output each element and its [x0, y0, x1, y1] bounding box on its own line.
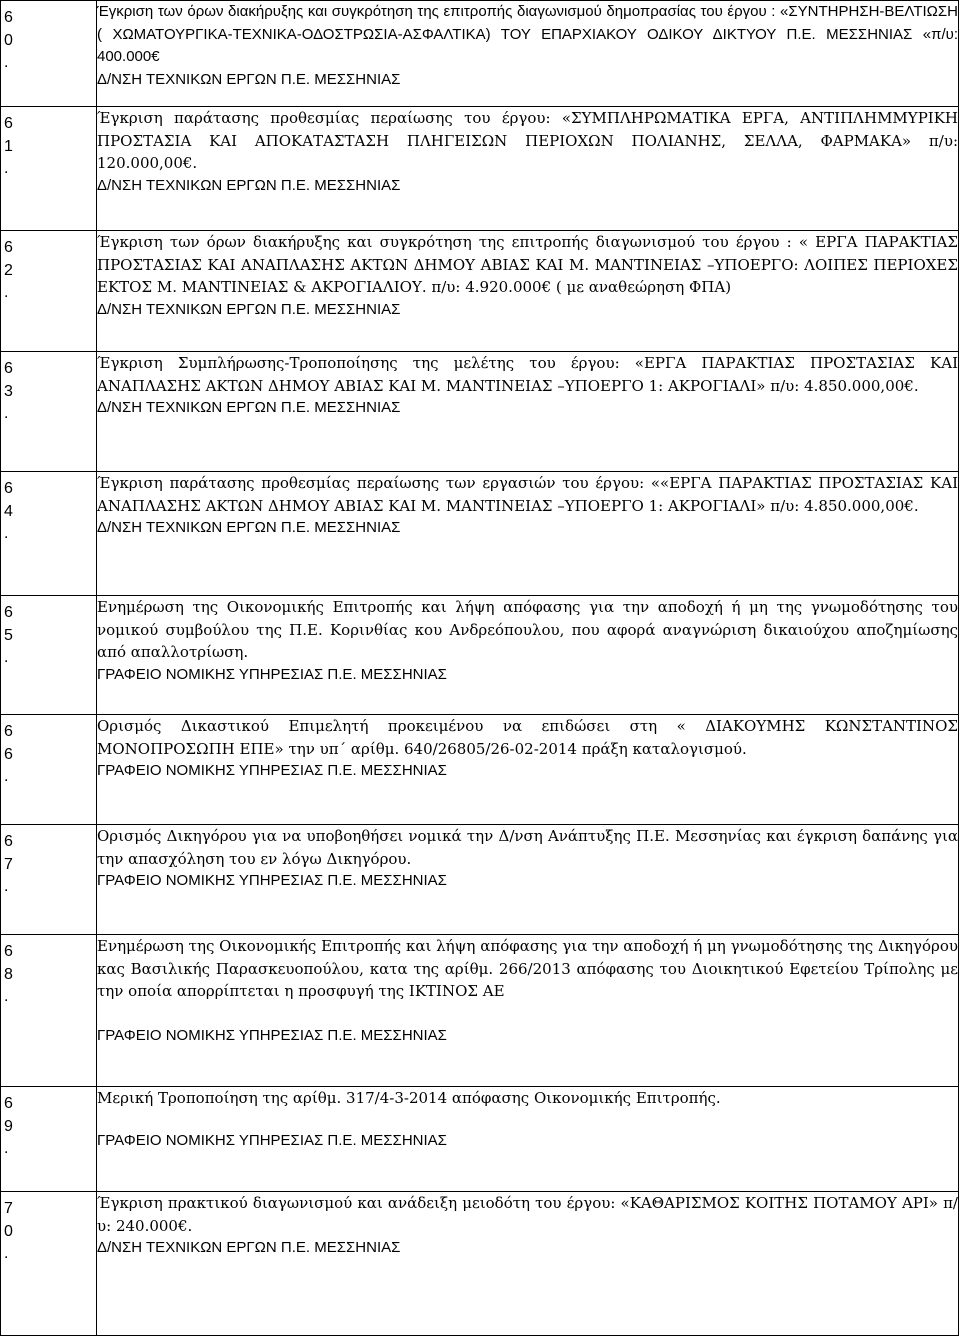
item-description: Ορισμός Δικαστικού Επιμελητή προκειμένου να επιδώσει στη « ΔΙΑΚΟΥΜΗΣ ΚΩΝΣΤΑΝΤΙΝΟΣ ΜΟΝΟΠΡΟΣΩΠΗ ΕΠΕ» την υπ΄ αρίθμ. 640/26805/26-02-2014 πράξη καταλογισμού.: [97, 717, 958, 758]
responsible-department: Δ/ΝΣΗ ΤΕΧΝΙΚΩΝ ΕΡΓΩΝ Π.Ε. ΜΕΣΣΗΝΙΑΣ: [97, 70, 401, 88]
item-content: [97, 1, 959, 107]
responsible-department: Δ/ΝΣΗ ΤΕΧΝΙΚΩΝ ΕΡΓΩΝ Π.Ε. ΜΕΣΣΗΝΙΑΣ: [97, 1239, 401, 1256]
agenda-item: [1, 352, 959, 472]
number-digit: 6: [4, 9, 13, 26]
responsible-department: ΓΡΑΦΕΙΟ ΝΟΜΙΚΗΣ ΥΠΗΡΕΣΙΑΣ Π.Ε. ΜΕΣΣΗΝΙΑΣ: [97, 1131, 447, 1149]
agenda-item: [1, 107, 959, 231]
item-content: [97, 1087, 959, 1192]
item-number: [1, 1, 97, 107]
item-content: [97, 472, 959, 596]
agenda-item: [1, 715, 959, 825]
number-digit: 6: [4, 723, 13, 740]
item-number: [1, 472, 97, 596]
item-description: Έγκριση παράτασης προθεσμίας περαίωσης των εργασιών του έργου: ««ΕΡΓΑ ΠΑΡΑΚΤΙΑΣ ΠΡΟΣΤΑΣΙΑΣ ΚΑΙ ΑΝΑΠΛΑΣΗΣ ΑΚΤΩΝ ΔΗΜΟΥ ΑΒΙΑΣ ΚΑΙ Μ. ΜΑΝΤΙΝΕΙΑΣ –ΥΠΟΕΡΓΟ 1: ΑΚΡΟΓΙΑΛΙ» π/υ: 4.850.000,00€.: [97, 474, 958, 515]
number-digit: .: [4, 54, 9, 71]
number-digit: 6: [4, 480, 13, 497]
item-description: Έγκριση Συμπλήρωσης-Τροποποίησης της μελέτης του έργου: «ΕΡΓΑ ΠΑΡΑΚΤΙΑΣ ΠΡΟΣΤΑΣΙΑΣ ΚΑΙ ΑΝΑΠΛΑΣΗΣ ΑΚΤΩΝ ΔΗΜΟΥ ΑΒΙΑΣ ΚΑΙ Μ. ΜΑΝΤΙΝΕΙΑΣ –ΥΠΟΕΡΓΟ 1: ΑΚΡΟΓΙΑΛΙ» π/υ: 4.850.000,00€.: [97, 354, 958, 395]
number-digit: .: [4, 988, 9, 1005]
number-digit: 0: [4, 31, 13, 49]
responsible-department: ΓΡΑΦΕΙΟ ΝΟΜΙΚΗΣ ΥΠΗΡΕΣΙΑΣ Π.Ε. ΜΕΣΣΗΝΙΑΣ: [97, 1026, 447, 1044]
responsible-department: ΓΡΑΦΕΙΟ ΝΟΜΙΚΗΣ ΥΠΗΡΕΣΙΑΣ Π.Ε. ΜΕΣΣΗΝΙΑΣ: [97, 872, 447, 889]
number-digit: .: [4, 649, 9, 666]
agenda-item: [1, 1192, 959, 1336]
responsible-department: Δ/ΝΣΗ ΤΕΧΝΙΚΩΝ ΕΡΓΩΝ Π.Ε. ΜΕΣΣΗΝΙΑΣ: [97, 399, 401, 416]
number-digit: .: [4, 878, 9, 895]
number-digit: 1: [4, 137, 13, 155]
number-digit: 3: [4, 382, 13, 400]
item-content: [97, 231, 959, 352]
number-digit: 4: [4, 502, 13, 520]
number-digit: 6: [4, 745, 13, 763]
number-digit: .: [4, 525, 9, 542]
number-digit: 9: [4, 1117, 13, 1135]
number-digit: .: [4, 284, 9, 301]
agenda-item: [1, 825, 959, 935]
item-number: [1, 231, 97, 352]
item-number: [1, 107, 97, 231]
number-digit: .: [4, 1140, 9, 1157]
responsible-department: Δ/ΝΣΗ ΤΕΧΝΙΚΩΝ ΕΡΓΩΝ Π.Ε. ΜΕΣΣΗΝΙΑΣ: [97, 176, 401, 194]
item-number: [1, 596, 97, 715]
number-digit: 6: [4, 943, 13, 960]
agenda-item: [1, 935, 959, 1087]
number-digit: 6: [4, 1095, 13, 1112]
responsible-department: ΓΡΑΦΕΙΟ ΝΟΜΙΚΗΣ ΥΠΗΡΕΣΙΑΣ Π.Ε. ΜΕΣΣΗΝΙΑΣ: [97, 762, 447, 779]
item-description: Έγκριση των όρων διακήρυξης και συγκρότηση της επιτροπής διαγωνισμού του έργου : « ΕΡΓΑ ΠΑΡΑΚΤΙΑΣ ΠΡΟΣΤΑΣΙΑΣ ΚΑΙ ΑΝΑΠΛΑΣΗΣ ΑΚΤΩΝ ΔΗΜΟΥ ΑΒΙΑΣ ΚΑΙ Μ. ΜΑΝΤΙΝΕΙΑΣ –ΥΠΟΕΡΓΟ: ΛΟΙΠΕΣ ΠΕΡΙΟΧΕΣ ΕΚΤΟΣ Μ. ΜΑΝΤΙΝΕΙΑΣ & ΑΚΡΟΓΙΑΛΙΟΥ. π/υ: 4.920.000€ ( με αναθεώρηση ΦΠΑ): [97, 233, 958, 296]
item-description: Ορισμός Δικηγόρου για να υποβοηθήσει νομικά την Δ/νση Ανάπτυξης Π.Ε. Μεσσηνίας και έγκριση δαπάνης για την απασχόληση του εν λόγω Δικηγόρου.: [97, 827, 958, 868]
number-digit: 6: [4, 360, 13, 377]
number-digit: 0: [4, 1222, 13, 1240]
number-digit: 7: [4, 855, 13, 873]
responsible-department: Δ/ΝΣΗ ΤΕΧΝΙΚΩΝ ΕΡΓΩΝ Π.Ε. ΜΕΣΣΗΝΙΑΣ: [97, 519, 401, 536]
item-number: [1, 352, 97, 472]
item-number: [1, 1087, 97, 1192]
item-content: [97, 825, 959, 935]
number-digit: 5: [4, 626, 13, 644]
number-digit: 8: [4, 965, 13, 983]
item-description: Μερική Τροποποίηση της αρίθμ. 317/4-3-2014 απόφασης Οικονομικής Επιτροπής.: [97, 1089, 721, 1107]
number-digit: .: [4, 768, 9, 785]
agenda-item: [1, 596, 959, 715]
agenda-item: [1, 472, 959, 596]
item-content: [97, 596, 959, 715]
item-content: [97, 352, 959, 472]
item-content: [97, 935, 959, 1087]
number-digit: .: [4, 1245, 9, 1262]
number-digit: 6: [4, 604, 13, 621]
item-content: [97, 1192, 959, 1336]
item-description: Ενημέρωση της Οικονομικής Επιτροπής και λήψη απόφασης για την αποδοχή ή μη της γνωμοδότησης του νομικού συμβούλου της Π.Ε. Κορινθίας κου Ανδρεόπουλου, που αφορά αναγνώριση δικαιούχου αποζημίωσης από απαλλοτρίωση.: [97, 598, 958, 661]
agenda-item: [1, 1, 959, 107]
number-digit: .: [4, 160, 9, 177]
item-description: Έγκριση παράτασης προθεσμίας περαίωσης του έργου: «ΣΥΜΠΛΗΡΩΜΑΤΙΚΑ ΕΡΓΑ, ΑΝΤΙΠΛΗΜΜΥΡΙΚΗ ΠΡΟΣΤΑΣΙΑ ΚΑΙ ΑΠΟΚΑΤΑΣΤΑΣΗ ΠΛΗΓΕΙΣΩΝ ΠΕΡΙΟΧΩΝ ΠΟΛΙΑΝΗΣ, ΣΕΛΛΑ, ΦΑΡΜΑΚΑ» π/υ: 120.000,00€.: [97, 109, 958, 172]
item-number: [1, 715, 97, 825]
number-digit: 6: [4, 239, 13, 256]
number-digit: 6: [4, 115, 13, 132]
responsible-department: Δ/ΝΣΗ ΤΕΧΝΙΚΩΝ ΕΡΓΩΝ Π.Ε. ΜΕΣΣΗΝΙΑΣ: [97, 300, 401, 318]
agenda-item: [1, 1087, 959, 1192]
item-content: [97, 107, 959, 231]
number-digit: 7: [4, 1200, 13, 1217]
item-description: Ενημέρωση της Οικονομικής Επιτροπής και λήψη απόφασης για την αποδοχή ή μη γνωμοδότησης της Δικηγόρου κας Βασιλικής Παρασκευοπούλου, κατα της αρίθμ. 266/2013 απόφασης του Διοικητικού Εφετείου Τρίπολης με την οποία απορρίπτεται η προσφυγή της ΙΚΤΙΝΟΣ ΑΕ: [97, 937, 958, 1000]
item-number: [1, 1192, 97, 1336]
number-digit: .: [4, 405, 9, 422]
item-number: [1, 935, 97, 1087]
agenda-item: [1, 231, 959, 352]
item-number: [1, 825, 97, 935]
item-description: Έγκριση των όρων διακήρυξης και συγκρότηση της επιτροπής διαγωνισμού δημοπρασίας του έργου : «ΣΥΝΤΗΡΗΣΗ-ΒΕΛΤΙΩΣΗ ( ΧΩΜΑΤΟΥΡΓΙΚΑ-ΤΕΧΝΙΚΑ-ΟΔΟΣΤΡΩΣΙΑ-ΑΣΦΑΛΤΙΚΑ) ΤΟΥ ΕΠΑΡΧΙΑΚΟΥ ΟΔΙΚΟΥ ΔΙΚΤΥΟΥ Π.Ε. ΜΕΣΣΗΝΙΑΣ «π/υ: 400.000€: [97, 3, 958, 65]
number-digit: 6: [4, 833, 13, 850]
item-content: [97, 715, 959, 825]
number-digit: 2: [4, 261, 13, 279]
responsible-department: ΓΡΑΦΕΙΟ ΝΟΜΙΚΗΣ ΥΠΗΡΕΣΙΑΣ Π.Ε. ΜΕΣΣΗΝΙΑΣ: [97, 665, 447, 683]
item-description: Έγκριση πρακτικού διαγωνισμού και ανάδειξη μειοδότη του έργου: «ΚΑΘΑΡΙΣΜΟΣ ΚΟΙΤΗΣ ΠΟΤΑΜΟΥ ΑΡΙ» π/υ: 240.000€.: [97, 1194, 958, 1235]
